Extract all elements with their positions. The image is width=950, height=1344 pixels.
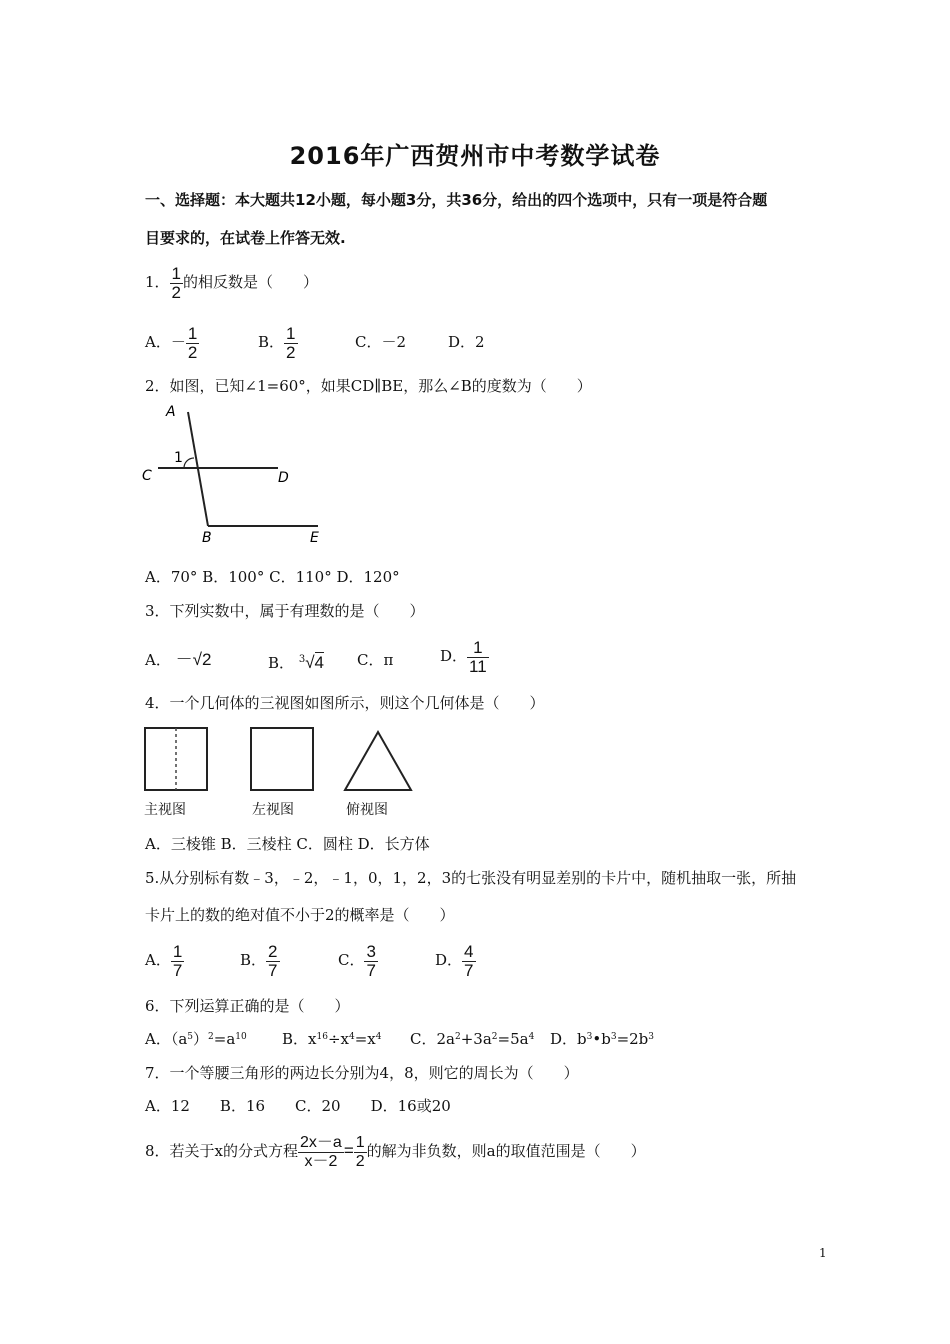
question-1: 1． $\frac{1}{2}$ 的相反数是（ ） (145, 263, 319, 302)
side-view-label: 左视图 (252, 802, 294, 818)
label-d: D (278, 470, 289, 486)
question-5-line2: 卡片上的数的绝对值不小于2的概率是（ ） (145, 906, 455, 924)
page-title: 2016年广西贺州市中考数学试卷 (289, 142, 661, 170)
section-heading-line2: 目要求的，在试卷上作答无效. (145, 229, 346, 247)
front-view-label: 主视图 (144, 802, 186, 818)
question-7: 7．一个等腰三角形的两边长分别为4，8，则它的周长为（ ） (145, 1064, 579, 1082)
question-8: 8．若关于x的分式方程 $\frac{2x-a}{x-2}$ = $\frac{1}{2}$ 的解为非负数，则a的取值范围是（ ） (145, 1133, 646, 1170)
q4-options: A．三棱锥 B．三棱柱 C．圆柱 D．长方体 (145, 835, 430, 853)
q2-options: A．70° B．100° C．110° D．120° (145, 568, 400, 586)
question-2: 2．如图，已知∠1=60°，如果CD∥BE，那么∠B的度数为（ ） (145, 377, 592, 395)
q5-option-a: A． $\frac{1}{7}$ (145, 941, 183, 980)
q3-option-a: A． －√2 (145, 650, 212, 669)
q1-option-c: C．－2 (355, 333, 407, 351)
q1-fraction: $\frac{1}{2}$ (171, 263, 182, 302)
q1-option-d: D．2 (448, 333, 485, 351)
label-b: B (202, 530, 212, 546)
q6-option-b: B．$x^{16}\div x^4=x^4$ (282, 1030, 382, 1048)
question-6: 6．下列运算正确的是（ ） (145, 997, 350, 1015)
q3-option-c: C．π (357, 651, 394, 669)
label-a: A (166, 404, 176, 420)
label-angle-1: 1 (174, 450, 183, 466)
question-4: 4．一个几何体的三视图如图所示，则这个几何体是（ ） (145, 694, 545, 712)
label-c: C (142, 468, 152, 484)
q1-option-a: A．－ $\frac{1}{2}$ (145, 323, 198, 362)
q6-option-c: C．$2a^2+3a^2=5a^4$ (410, 1030, 535, 1048)
q7-options: A．12 B．16 C．20 D．16或20 (145, 1097, 451, 1115)
page-number: 1 (819, 1246, 827, 1260)
label-e: E (310, 530, 319, 546)
section-heading-line1: 一、选择题：本大题共12小题，每小题3分，共36分，给出的四个选项中，只有一项是符合题 (145, 191, 768, 209)
q5-option-d: D． $\frac{4}{7}$ (435, 941, 474, 980)
parallel-lines-figure (140, 402, 330, 550)
question-5-line1: 5.从分别标有数﹣3，﹣2，﹣1，0，1，2，3的七张没有明显差别的卡片中，随机抽取一张，所抽 (145, 869, 797, 887)
top-view-label: 俯视图 (346, 802, 388, 818)
q5-option-c: C． $\frac{3}{7}$ (338, 941, 376, 980)
q1-option-b: B． $\frac{1}{2}$ (258, 323, 296, 362)
q6-option-d: D．$b^3•b^3=2b^3$ (550, 1030, 655, 1048)
q5-option-b: B． $\frac{2}{7}$ (240, 941, 278, 980)
q3-option-b: B． $^3$√4 (268, 653, 324, 672)
question-3: 3．下列实数中，属于有理数的是（ ） (145, 602, 425, 620)
q6-option-a: A．$(a^5)^2=a^{10}$ (145, 1030, 247, 1048)
q3-option-d: D． $\frac{1}{11}$ (440, 637, 487, 676)
